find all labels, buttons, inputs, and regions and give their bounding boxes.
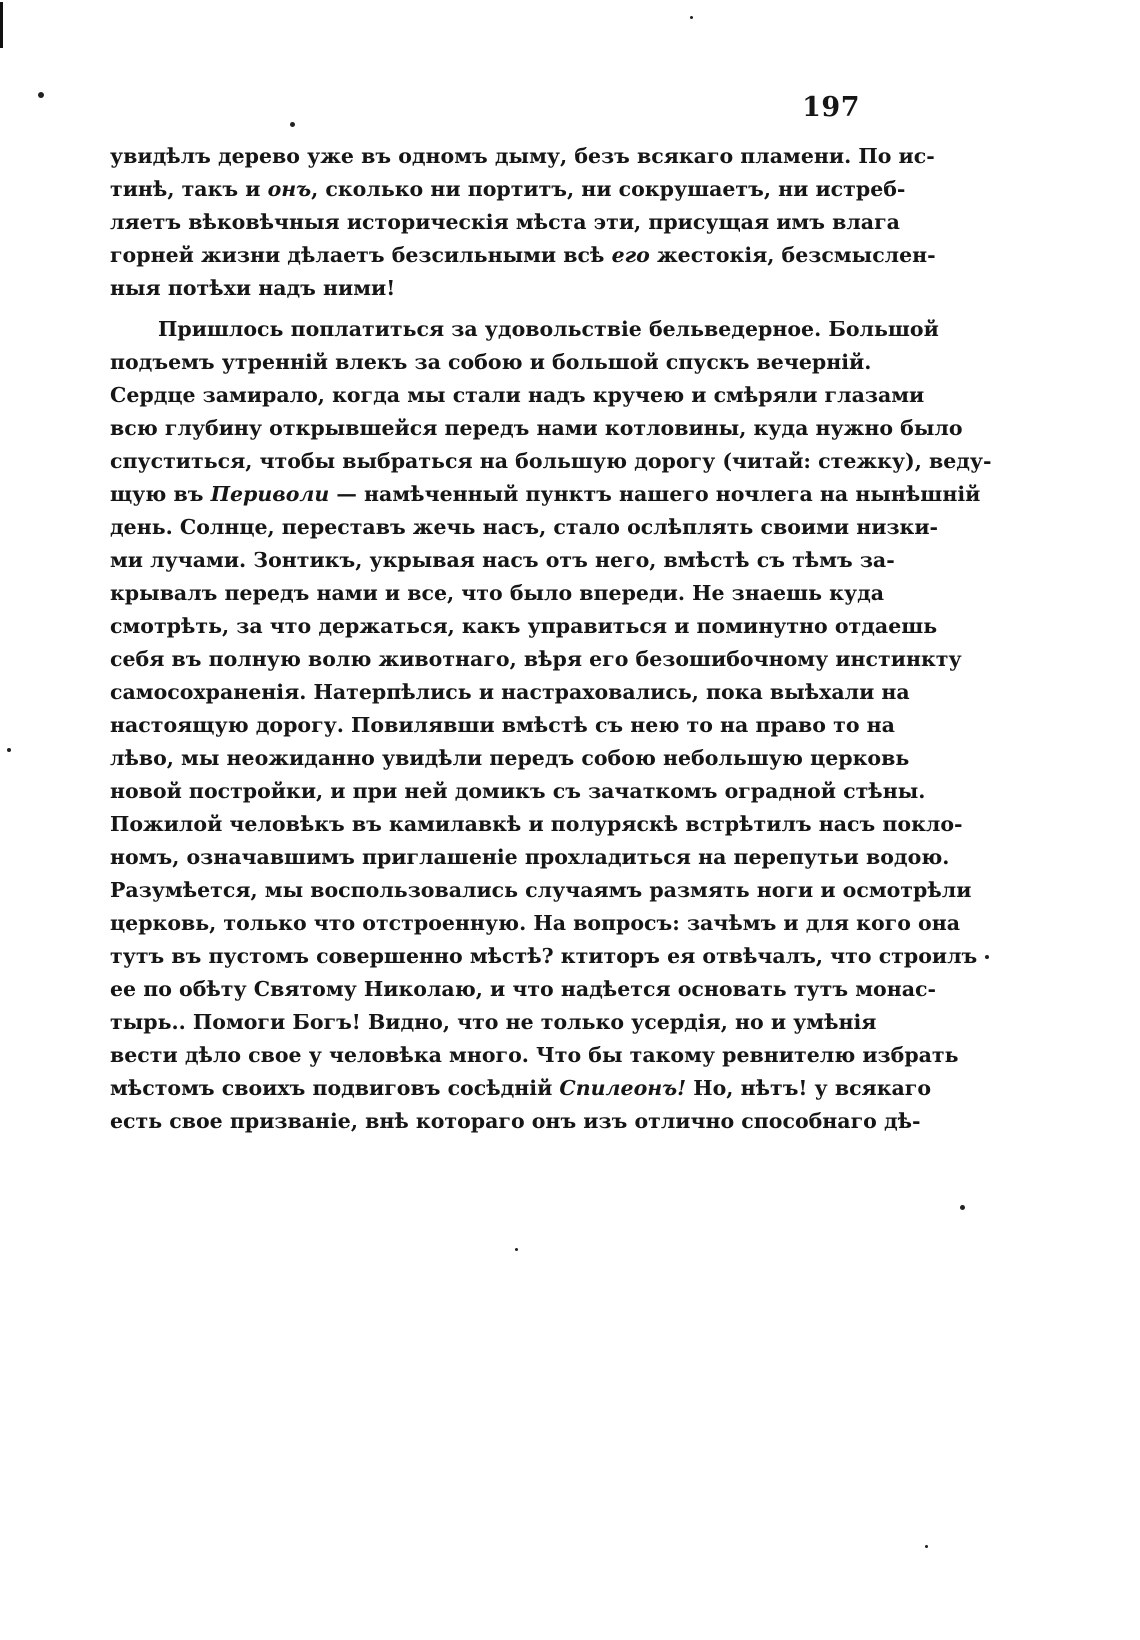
text-line: [110, 313, 939, 346]
text-line: [110, 940, 978, 973]
line-segment: всю глубину открывшейся передъ нами котловины, куда нужно было: [110, 416, 963, 440]
line-segment: , сколько ни портитъ, ни сокрушаетъ, ни истреб-: [311, 177, 906, 201]
line-segment: Пожилой человѣкъ въ камилавкѣ и полуряскѣ встрѣтилъ насъ покло-: [110, 812, 963, 836]
line-segment: мѣстомъ своихъ подвиговъ сосѣдній: [110, 1076, 560, 1100]
line-segment: номъ, означавшимъ приглашеніе прохладиться на перепутьи водою.: [110, 845, 950, 869]
italic-term: Периволи: [210, 482, 330, 506]
line-segment: увидѣлъ дерево уже въ одномъ дыму, безъ всякаго пламени. По ис-: [110, 144, 935, 168]
line-segment: тырь.. Помоги Богъ! Видно, что не только усердія, но и умѣнія: [110, 1010, 877, 1034]
line-segment: щую въ: [110, 482, 211, 506]
line-segment: Но, нѣтъ! у всякаго: [686, 1076, 932, 1100]
text-line: [110, 1105, 921, 1138]
line-segment: самосохраненія. Натерпѣлись и настраховались, пока выѣхали на: [110, 680, 910, 704]
text-line: [110, 346, 872, 379]
text-line: [110, 709, 895, 742]
italic-term: его: [611, 243, 650, 267]
scan-speck: [38, 92, 44, 98]
line-segment: Пришлось поплатиться за удовольствіе бельведерное. Большой: [158, 317, 939, 341]
italic-term: Спилеонъ!: [559, 1076, 687, 1100]
text-line: [110, 1072, 932, 1105]
scan-speck: [7, 748, 11, 752]
text-line: [110, 544, 895, 577]
line-segment: себя въ полную волю животнаго, вѣря его безошибочному инстинкту: [110, 647, 962, 671]
text-line: [110, 874, 972, 907]
text-line: [110, 511, 939, 544]
text-line: [110, 379, 925, 412]
line-segment: день. Солнце, переставъ жечь насъ, стало ослѣплять своими низки-: [110, 515, 939, 539]
text-line: [110, 742, 910, 775]
italic-term: онъ: [267, 177, 312, 201]
scan-speck: [515, 1248, 518, 1251]
scan-speck: [690, 16, 693, 19]
scan-speck: [985, 955, 989, 959]
line-segment: — намѣченный пунктъ нашего ночлега на нынѣшній: [329, 482, 981, 506]
text-line: [110, 775, 926, 808]
line-segment: ныя потѣхи надъ ними!: [110, 276, 396, 300]
line-segment: ми лучами. Зонтикъ, укрывая насъ отъ него, вмѣстѣ съ тѣмъ за-: [110, 548, 895, 572]
line-segment: тутъ въ пустомъ совершенно мѣстѣ? ктиторъ ея отвѣчалъ, что строилъ: [110, 944, 978, 968]
line-segment: крывалъ передъ нами и все, что было впереди. Не знаешь куда: [110, 581, 885, 605]
text-line: [110, 412, 963, 445]
text-line: [110, 1006, 877, 1039]
text-line: [110, 577, 885, 610]
text-line: [110, 140, 935, 173]
page-number: 197: [802, 92, 860, 123]
text-line: [110, 1039, 959, 1072]
line-segment: спуститься, чтобы выбраться на большую дорогу (читай: стежку), веду-: [110, 449, 992, 473]
text-line: [110, 841, 950, 874]
text-line: [110, 973, 936, 1006]
line-segment: тинѣ, такъ и: [110, 177, 268, 201]
text-line: [110, 173, 906, 206]
line-segment: горней жизни дѣлаетъ безсильными всѣ: [110, 243, 612, 267]
text-line: [110, 445, 992, 478]
scan-speck: [960, 1205, 965, 1210]
line-segment: церковь, только что отстроенную. На вопросъ: зачѣмъ и для кого она: [110, 911, 960, 935]
line-segment: вести дѣло свое у человѣка много. Что бы такому ревнителю избрать: [110, 1043, 959, 1067]
line-segment: есть свое призваніе, внѣ котораго онъ изъ отлично способнаго дѣ-: [110, 1109, 921, 1133]
text-line: [110, 610, 938, 643]
text-body: [110, 140, 992, 1138]
paragraph-gap: [110, 305, 860, 313]
text-line: [110, 478, 981, 511]
text-line: [110, 643, 962, 676]
line-segment: Разумѣется, мы воспользовались случаямъ размять ноги и осмотрѣли: [110, 878, 972, 902]
text-line: [110, 676, 910, 709]
line-segment: жестокія, безсмыслен-: [649, 243, 936, 267]
text-line: [110, 907, 960, 940]
text-line: [110, 206, 900, 239]
line-segment: подъемъ утренній влекъ за собою и большой спускъ вечерній.: [110, 350, 872, 374]
scan-speck: [925, 1545, 928, 1548]
text-line: [110, 808, 963, 841]
scan-speck: [290, 122, 295, 127]
page-edge-mark: [0, 2, 3, 48]
line-segment: лѣво, мы неожиданно увидѣли передъ собою небольшую церковь: [110, 746, 910, 770]
text-line: [110, 272, 860, 305]
line-segment: Сердце замирало, когда мы стали надъ кручею и смѣряли глазами: [110, 383, 925, 407]
line-segment: новой постройки, и при ней домикъ съ зачаткомъ оградной стѣны.: [110, 779, 926, 803]
line-segment: настоящую дорогу. Повилявши вмѣстѣ съ нею то на право то на: [110, 713, 895, 737]
line-segment: ляетъ вѣковѣчныя историческія мѣста эти, присущая имъ влага: [110, 210, 900, 234]
text-line: [110, 239, 936, 272]
line-segment: смотрѣть, за что держаться, какъ управиться и поминутно отдаешь: [110, 614, 938, 638]
line-segment: ее по обѣту Святому Николаю, и что надѣется основать тутъ монас-: [110, 977, 936, 1001]
